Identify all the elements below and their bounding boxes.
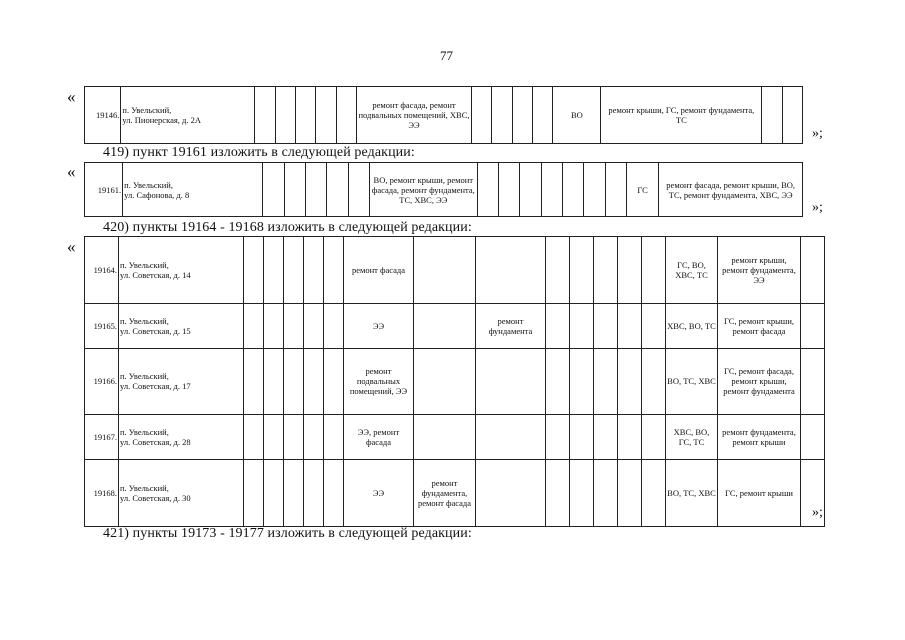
works-cell: ремонт фундамента, ремонт крыши [718,415,801,460]
address-cell [119,460,244,527]
works-cell: ГС, ремонт крыши [718,460,801,527]
works-cell [476,415,546,460]
street: ул. Советская, д. 14 [120,269,191,280]
row-number: 19167. [85,415,119,460]
table-items-19164-19168 [84,236,825,527]
works-cell: ВО, ТС, ХВС [666,460,718,527]
works-cell: ЭЭ, ремонт фасада [344,415,414,460]
works-cell: ГС, ВО, ХВС, ТС [666,237,718,304]
works-cell: ремонт фасада, ремонт крыши, ВО, ТС, ремонт фундамента, ХВС, ЭЭ [659,163,803,217]
works-cell: ЭЭ [344,303,414,348]
works-cell: ВО, ТС, ХВС [666,348,718,415]
works-cell [476,460,546,527]
address-cell [119,415,244,460]
works-cell: ЭЭ [344,460,414,527]
works-cell [414,415,476,460]
row-number: 19161. [85,163,123,217]
street: ул. Советская, д. 30 [120,493,191,504]
works-cell [414,303,476,348]
page-number: 77 [440,48,453,63]
table-item-19146 [84,86,803,144]
works-cell: ремонт фундамента [476,303,546,348]
address-cell [119,237,244,304]
open-quote: « [67,87,76,106]
table-row [85,460,825,527]
table-item-19161 [84,162,803,217]
street: ул. Сафонова, д. 8 [124,189,190,200]
settlement: п. Увельский, [120,427,169,438]
works-cell [414,237,476,304]
address-cell [119,348,244,415]
works-cell: ГС, ремонт крыши, ремонт фасада [718,303,801,348]
address-cell [123,163,263,217]
works-cell [476,237,546,304]
open-quote: « [67,237,76,256]
works-cell: ремонт подвальных помещений, ЭЭ [344,348,414,415]
street: ул. Советская, д. 17 [120,381,191,392]
works-cell: ХВС, ВО, ТС [666,303,718,348]
row-number: 19164. [85,237,119,304]
table-row [85,163,803,217]
works-cell: ХВС, ВО, ГС, ТС [666,415,718,460]
works-cell: ГС [626,163,659,217]
settlement: п. Увельский, [120,371,169,382]
works-cell: ГС, ремонт фасада, ремонт крыши, ремонт фундамента [718,348,801,415]
works-cell: ВО, ремонт крыши, ремонт фасада, ремонт фундамента, ТС, ХВС, ЭЭ [369,163,477,217]
street: ул. Советская, д. 15 [120,325,191,336]
works-cell: ремонт фасада, ремонт подвальных помещений, ХВС, ЭЭ [357,87,472,144]
row-number: 19166. [85,348,119,415]
street: ул. Пионерская, д. 2А [122,115,201,125]
settlement: п. Увельский, [124,179,173,190]
table-row [85,303,825,348]
close-quote: »; [812,505,823,520]
street: ул. Советская, д. 28 [120,437,191,448]
row-number: 19168. [85,460,119,527]
works-cell: ВО [553,87,601,144]
row-number: 19146. [85,87,121,144]
amendment-heading: 419) пункт 19161 изложить в следующей редакции: [103,145,415,160]
settlement: п. Увельский, [120,259,169,270]
close-quote: »; [812,126,823,141]
address-cell [121,87,255,144]
close-quote: »; [812,200,823,215]
settlement: п. Увельский, [120,483,169,494]
settlement: п. Увельский, [120,315,169,326]
works-cell [414,348,476,415]
table-row [85,87,803,144]
settlement: п. Увельский, [122,105,172,115]
works-cell: ремонт фундамента, ремонт фасада [414,460,476,527]
amendment-heading: 420) пункты 19164 - 19168 изложить в следующей редакции: [103,220,472,235]
works-cell [476,348,546,415]
works-cell: ремонт фасада [344,237,414,304]
table-row [85,415,825,460]
table-row [85,348,825,415]
works-cell: ремонт крыши, ГС, ремонт фундамента, ТС [601,87,762,144]
amendment-heading: 421) пункты 19173 - 19177 изложить в следующей редакции: [103,526,472,541]
table-row [85,237,825,304]
open-quote: « [67,162,76,181]
row-number: 19165. [85,303,119,348]
address-cell [119,303,244,348]
works-cell: ремонт крыши, ремонт фундамента, ЭЭ [718,237,801,304]
